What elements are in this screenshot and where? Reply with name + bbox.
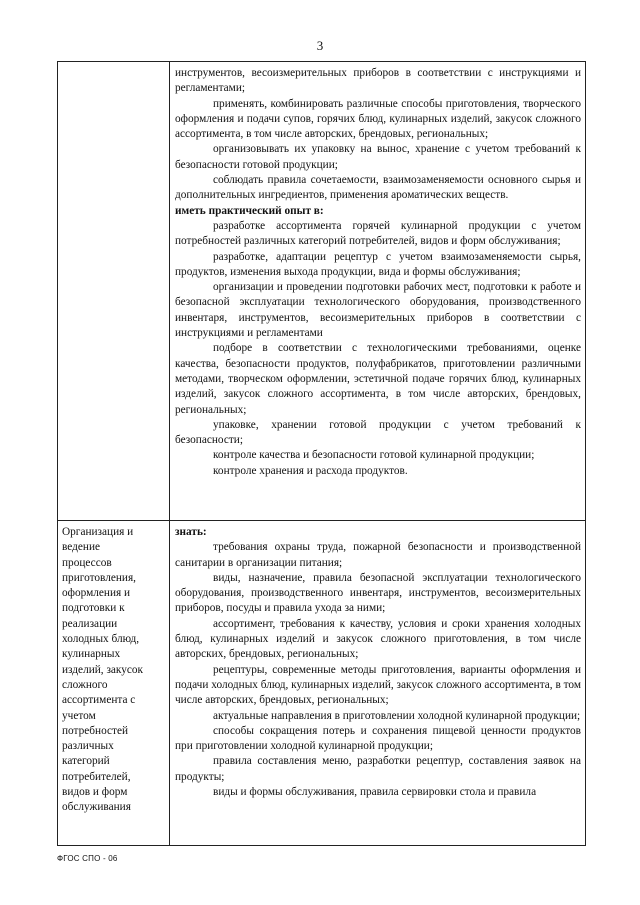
competency-title-line: оформления и [62, 587, 131, 600]
competency-title-line: холодных блюд, [62, 633, 140, 646]
paragraph: ассортимент, требования к качеству, условия и сроки хранения холодных блюд, кулинарных изделий и закусок сложного приготовления, в том числе авторских, брендовых, региональных; [175, 617, 581, 661]
competency-title-line: реализации [62, 617, 118, 630]
competency-title-line: ведение [62, 541, 101, 554]
content-table [57, 61, 586, 846]
paragraph: подборе в соответствии с технологическими требованиями, оценке качества, безопасности продуктов, полуфабрикатов, приготовлении различными методами, творческом оформлении, эстетичной подаче горячих блюд, кулинарных изделий, закусок сложного ассортимента, в том числе авторских, брендовых, региональных; [175, 342, 581, 416]
competency-title-line: подготовки к [62, 602, 125, 615]
row-divider [58, 520, 585, 521]
paragraph: виды, назначение, правила безопасной эксплуатации технологического оборудования, производственного инвентаря, инструментов, весоизмерительных приборов, посуды и правила ухода за ними; [175, 571, 581, 615]
competency-title-line: потребителей, [62, 770, 131, 783]
paragraph: требования охраны труда, пожарной безопасности и производственной санитарии в организации питания; [175, 541, 581, 569]
paragraph: контроле качества и безопасности готовой кулинарной продукции; [213, 449, 535, 462]
top-row-content-cell [175, 66, 581, 479]
paragraph: применять, комбинировать различные способы приготовления, творческого оформления и подачи супов, горячих блюд, кулинарных изделий, закусок сложного ассортимента, в том числе авторских, брендовых, региональных; [175, 97, 581, 141]
competency-title-line: учетом [62, 709, 96, 722]
paragraph: соблюдать правила сочетаемости, взаимозаменяемости основного сырья и дополнительных ингредиентов, применения ароматических веществ. [175, 174, 581, 202]
competency-title-line: сложного [62, 678, 108, 691]
paragraph: способы сокращения потерь и сохранения пищевой ценности продуктов при приготовлении холодной кулинарной продукции; [175, 724, 581, 753]
paragraph: правила составления меню, разработки рецептур, составления заявок на продукты; [175, 755, 581, 783]
paragraph: упаковке, хранении готовой продукции с учетом требований к безопасности; [175, 418, 581, 447]
paragraph: организации и проведении подготовки рабочих мест, подготовки к работе и безопасной эксплуатации технологического оборудования, производственного инвентаря, инструментов, весоизмерительных приборов в соответствии с инструкциями и регламентами [175, 281, 581, 340]
footer-code: ФГОС СПО - 06 [57, 854, 118, 863]
page-number: 3 [316, 38, 324, 53]
competency-title-line: обслуживания [62, 801, 131, 814]
column-divider [169, 62, 170, 845]
competency-title-cell [62, 525, 165, 816]
competency-title-line: категорий [62, 755, 110, 768]
competency-title-line: различных [62, 740, 114, 753]
competency-title-line: Организация и [62, 526, 134, 538]
competency-title-line: процессов [62, 556, 112, 569]
paragraph: организовывать их упаковку на вынос, хранение с учетом требований к безопасности готовой продукции; [175, 143, 581, 171]
competency-title-line: приготовления, [62, 571, 136, 584]
paragraph: контроле хранения и расхода продуктов. [213, 464, 408, 477]
section-heading: иметь практический опыт в: [175, 204, 324, 217]
paragraph: виды и формы обслуживания, правила сервировки стола и правила [213, 786, 537, 799]
competency-title-line: ассортимента с [62, 694, 136, 707]
paragraph: актуальные направления в приготовлении холодной кулинарной продукции; [213, 709, 581, 722]
paragraph: разработке, адаптации рецептур с учетом взаимозаменяемости сырья, продуктов, изменения выхода продукции, вида и формы обслуживания; [175, 250, 581, 278]
competency-title-line: потребностей [62, 724, 129, 737]
section-heading: знать: [175, 526, 207, 538]
competency-title-line: изделий, закусок [62, 663, 144, 676]
competency-title-line: кулинарных [62, 648, 121, 661]
paragraph: разработке ассортимента горячей кулинарной продукции с учетом потребностей различных категорий потребителей, видов и форм обслуживания; [175, 219, 581, 248]
competency-title-line: видов и форм [62, 786, 128, 799]
paragraph: инструментов, весоизмерительных приборов в соответствии с инструкциями и регламентами; [175, 67, 581, 95]
bottom-row-content-cell [175, 525, 581, 800]
paragraph: рецептуры, современные методы приготовления, варианты оформления и подачи холодных блюд, кулинарных изделий, закусок сложного ассортимента, в том числе авторских, брендовых, региональных; [175, 663, 581, 707]
